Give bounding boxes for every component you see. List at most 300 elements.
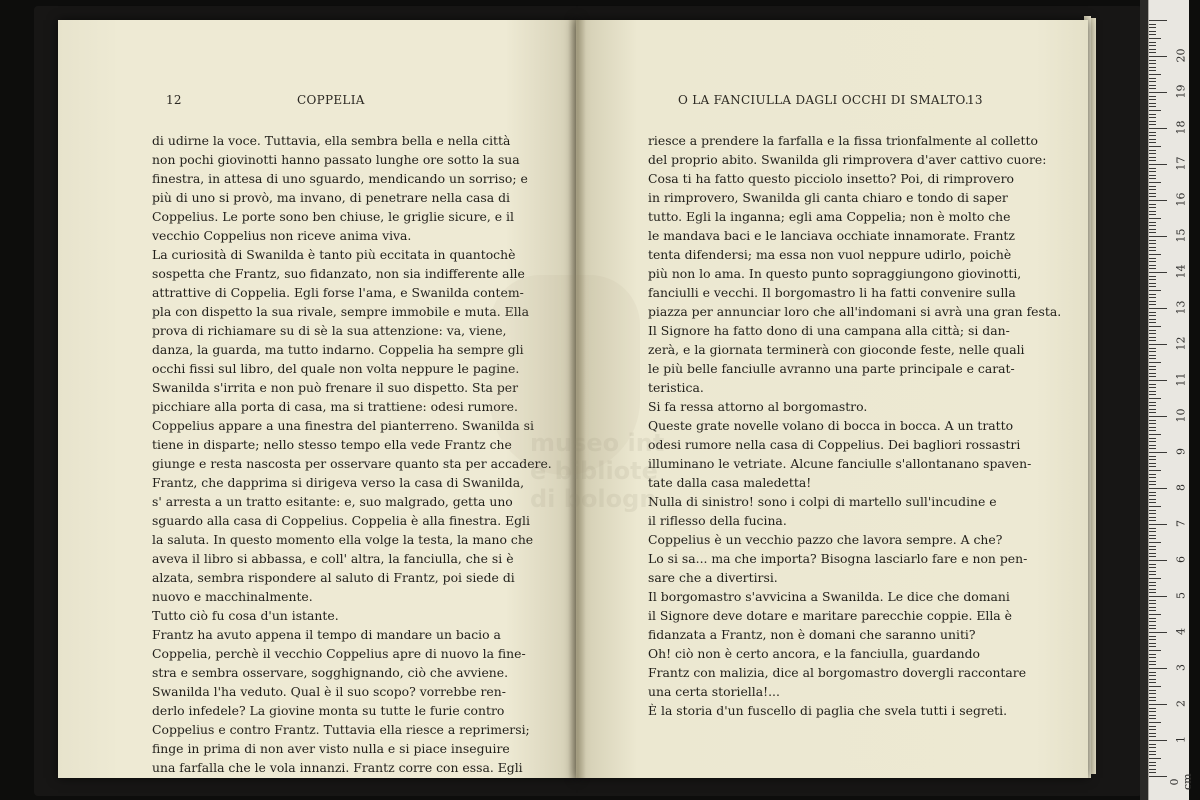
text-line: Il Signore ha fatto dono di una campana alla città; si dan- — [648, 323, 1010, 338]
ruler-tick — [1149, 394, 1156, 395]
right-page-number: 13 — [967, 93, 983, 107]
ruler-label: 13 — [1174, 300, 1188, 315]
ruler-tick — [1149, 704, 1167, 705]
left-running-head: COPPELIA — [297, 93, 365, 107]
ruler-tick — [1149, 589, 1156, 590]
text-line: odesi rumore nella casa di Coppelius. Dei bagliori rossastri — [648, 437, 1021, 452]
ruler-tick — [1149, 470, 1161, 471]
ruler-tick — [1149, 546, 1156, 547]
ruler-tick — [1149, 326, 1161, 327]
ruler-tick — [1149, 96, 1156, 97]
ruler-tick — [1149, 42, 1156, 43]
text-line: aveva il libro si abbassa, e coll' altra, la fanciulla, che si è — [152, 551, 514, 566]
ruler-tick — [1149, 27, 1156, 28]
ruler-tick — [1149, 607, 1156, 608]
ruler-tick — [1149, 715, 1156, 716]
ruler-tick — [1149, 297, 1156, 298]
ruler-label: 11 — [1174, 372, 1188, 387]
ruler-tick — [1149, 344, 1167, 345]
ruler-tick — [1149, 564, 1156, 565]
text-line: tutto. Egli la inganna; egli ama Coppelia; non è molto che — [648, 209, 1011, 224]
ruler-tick — [1149, 92, 1167, 93]
text-line: Lo si sa... ma che importa? Bisogna lasciarlo fare e non pen- — [648, 551, 1028, 566]
ruler-tick — [1149, 639, 1156, 640]
ruler-tick — [1149, 348, 1156, 349]
ruler-tick — [1149, 38, 1161, 39]
ruler-tick — [1149, 376, 1156, 377]
text-line: Nulla di sinistro! sono i colpi di martello sull'incudine e — [648, 494, 997, 509]
ruler-tick — [1149, 106, 1156, 107]
ruler-tick — [1149, 708, 1156, 709]
ruler-tick — [1149, 603, 1156, 604]
ruler-tick — [1149, 391, 1156, 392]
ruler-tick — [1149, 247, 1156, 248]
ruler-tick — [1149, 729, 1156, 730]
ruler-tick — [1149, 99, 1156, 100]
ruler-tick — [1149, 63, 1156, 64]
ruler-label: 9 — [1174, 448, 1188, 455]
text-line: la saluta. In questo momento ella volge la testa, la mano che — [152, 532, 534, 547]
ruler-tick — [1149, 103, 1156, 104]
ruler-tick — [1149, 193, 1156, 194]
ruler-tick — [1149, 294, 1156, 295]
ruler-tick — [1149, 751, 1156, 752]
ruler-tick — [1149, 24, 1156, 25]
ruler-tick — [1149, 20, 1167, 21]
ruler-tick — [1149, 74, 1161, 75]
ruler-tick — [1149, 171, 1156, 172]
ruler-tick — [1149, 358, 1156, 359]
text-line: Coppelius. Le porte sono ben chiuse, le griglie sicure, e il — [152, 209, 514, 224]
ruler-tick — [1149, 265, 1156, 266]
ruler-tick — [1149, 582, 1156, 583]
ruler-tick — [1149, 733, 1156, 734]
ruler-tick — [1149, 445, 1156, 446]
ruler-tick — [1149, 481, 1156, 482]
ruler-tick — [1149, 740, 1167, 741]
ruler-tick — [1149, 164, 1167, 165]
text-line: le più belle fanciulle avranno una parte principale e carat- — [648, 361, 1015, 376]
ruler-label: 1 — [1174, 736, 1188, 743]
ruler-tick — [1149, 585, 1156, 586]
ruler-tick — [1149, 675, 1156, 676]
text-line: tate dalla casa maledetta! — [648, 475, 812, 490]
ruler-tick — [1149, 776, 1167, 777]
ruler-label: 2 — [1174, 700, 1188, 707]
ruler-tick — [1149, 405, 1156, 406]
ruler-tick — [1149, 513, 1156, 514]
text-line: le mandava baci e le lanciava occhiate innamorate. Frantz — [648, 228, 1015, 243]
ruler-tick — [1149, 535, 1156, 536]
ruler-tick — [1149, 477, 1156, 478]
ruler-tick — [1149, 290, 1161, 291]
ruler-tick — [1149, 31, 1156, 32]
ruler-tick — [1149, 175, 1156, 176]
text-line: stra e sembra osservare, sogghignando, ciò che avviene. — [152, 665, 509, 680]
ruler-tick — [1149, 56, 1167, 57]
text-line: più non lo ama. In questo punto sopraggiungono giovinotti, — [648, 266, 1022, 281]
ruler-tick — [1149, 625, 1156, 626]
ruler-tick — [1149, 571, 1156, 572]
ruler-tick — [1149, 762, 1156, 763]
ruler-tick — [1149, 488, 1167, 489]
text-line: tiene in disparte; nello stesso tempo ella vede Frantz che — [152, 437, 512, 452]
text-line: tenta difendersi; ma essa non vuol neppure udirlo, poichè — [648, 247, 1012, 262]
ruler-tick — [1149, 578, 1161, 579]
ruler-tick — [1149, 592, 1156, 593]
ruler-tick — [1149, 135, 1156, 136]
ruler-tick — [1149, 711, 1156, 712]
ruler-tick — [1149, 49, 1156, 50]
text-line: del proprio abito. Swanilda gli rimprovera d'aver cattivo cuore: — [648, 152, 1047, 167]
ruler-tick — [1149, 679, 1156, 680]
ruler-tick — [1149, 499, 1156, 500]
ruler-tick — [1149, 337, 1156, 338]
text-line: Queste grate novelle volano di bocca in bocca. A un tratto — [648, 418, 1014, 433]
book-gutter — [568, 20, 586, 778]
ruler-tick — [1149, 182, 1161, 183]
text-line: riesce a prendere la farfalla e la fissa trionfalmente al colletto — [648, 133, 1038, 148]
text-line: zerà, e la giornata terminerà con gioconde feste, nelle quali — [648, 342, 1025, 357]
text-line: Il borgomastro s'avvicina a Swanilda. Le dice che domani — [648, 589, 1010, 604]
ruler-tick — [1149, 636, 1156, 637]
ruler-tick — [1149, 200, 1167, 201]
ruler-tick — [1149, 528, 1156, 529]
ruler-tick — [1149, 744, 1156, 745]
text-line: il Signore deve dotare e maritare parecchie coppie. Ella è — [648, 608, 1012, 623]
ruler-tick — [1149, 621, 1156, 622]
ruler-tick — [1149, 207, 1156, 208]
ruler-tick — [1149, 362, 1161, 363]
ruler-tick — [1149, 567, 1156, 568]
ruler-tick — [1149, 697, 1156, 698]
text-line: più di uno si provò, ma invano, di penetrare nella casa di — [152, 190, 511, 205]
ruler-label: 4 — [1174, 628, 1188, 635]
ruler-tick — [1149, 434, 1161, 435]
ruler-tick — [1149, 412, 1156, 413]
ruler-tick — [1149, 279, 1156, 280]
ruler-tick — [1149, 85, 1156, 86]
text-line: Tutto ciò fu cosa d'un istante. — [152, 608, 339, 623]
text-line: Frantz, che dapprima si dirigeva verso la casa di Swanilda, — [152, 475, 525, 490]
ruler-tick — [1149, 121, 1156, 122]
text-line: Coppelia, perchè il vecchio Coppelius apre di nuovo la fine- — [152, 646, 526, 661]
text-line: picchiare alla porta di casa, ma si trattiene: odesi rumore. — [152, 399, 518, 414]
text-line: Coppelius appare a una finestra del pianterreno. Swanilda si — [152, 418, 534, 433]
ruler-tick — [1149, 178, 1156, 179]
ruler-tick — [1149, 502, 1156, 503]
ruler-tick — [1149, 722, 1161, 723]
ruler-tick — [1149, 189, 1156, 190]
text-line: una certa storiella!... — [648, 684, 780, 699]
text-line: sguardo alla casa di Coppelius. Coppelia è alla finestra. Egli — [152, 513, 530, 528]
text-line: danza, la guarda, ma tutto indarno. Coppelia ha sempre gli — [152, 342, 524, 357]
ruler-tick — [1149, 117, 1156, 118]
left-page-text — [152, 131, 552, 777]
ruler-label: 19 — [1174, 84, 1188, 99]
ruler-tick — [1149, 427, 1156, 428]
right-page-text — [648, 131, 1062, 720]
ruler-tick — [1149, 754, 1156, 755]
ruler-tick — [1149, 168, 1156, 169]
text-line: finestra, in attesa di uno sguardo, mendicando un sorriso; e — [152, 171, 528, 186]
ruler-tick — [1149, 186, 1156, 187]
ruler-tick — [1149, 272, 1167, 273]
ruler-tick — [1149, 114, 1156, 115]
ruler-tick — [1149, 409, 1156, 410]
ruler-tick — [1149, 340, 1156, 341]
ruler-tick — [1149, 88, 1156, 89]
text-line: nuovo e macchinalmente. — [152, 589, 313, 604]
ruler-tick — [1149, 736, 1156, 737]
ruler-tick — [1149, 506, 1161, 507]
ruler-label: 16 — [1174, 192, 1188, 207]
ruler-tick — [1149, 492, 1156, 493]
left-page-number: 12 — [166, 93, 182, 107]
ruler-tick — [1149, 693, 1156, 694]
ruler-tick — [1149, 441, 1156, 442]
ruler-tick — [1149, 456, 1156, 457]
ruler-label: 17 — [1174, 156, 1188, 171]
ruler-tick — [1149, 726, 1156, 727]
text-line: sospetta che Frantz, suo fidanzato, non sia indifferente alle — [152, 266, 525, 281]
ruler-label: 6 — [1174, 556, 1188, 563]
ruler-label: 14 — [1174, 264, 1188, 279]
ruler-tick — [1149, 315, 1156, 316]
text-line: in rimprovero, Swanilda gli canta chiaro e tondo di saper — [648, 190, 1008, 205]
ruler-tick — [1149, 369, 1156, 370]
text-line: La curiosità di Swanilda è tanto più eccitata in quantochè — [152, 247, 516, 262]
ruler-tick — [1149, 448, 1156, 449]
text-line: attrattive di Coppelia. Egli forse l'ama, e Swanilda contem- — [152, 285, 524, 300]
text-line: prova di richiamare su di sè la sua attenzione: va, viene, — [152, 323, 507, 338]
ruler-tick — [1149, 618, 1156, 619]
text-line: Cosa ti ha fatto questo picciolo insetto? Poi, di rimprovero — [648, 171, 1014, 186]
ruler-tick — [1149, 128, 1167, 129]
ruler-label: 20 — [1174, 48, 1188, 63]
ruler-tick — [1149, 268, 1156, 269]
ruler-tick — [1149, 312, 1156, 313]
ruler-tick — [1149, 686, 1161, 687]
ruler-tick — [1149, 308, 1167, 309]
ruler-tick — [1149, 643, 1156, 644]
ruler-tick — [1149, 614, 1161, 615]
ruler-tick — [1149, 632, 1167, 633]
ruler-tick — [1149, 254, 1161, 255]
ruler-tick — [1149, 373, 1156, 374]
ruler-tick — [1149, 520, 1156, 521]
text-line: Oh! ciò non è certo ancora, e la fanciulla, guardando — [648, 646, 981, 661]
ruler-tick — [1149, 380, 1167, 381]
ruler-tick — [1149, 52, 1156, 53]
ruler-tick — [1149, 542, 1161, 543]
ruler-tick — [1149, 78, 1156, 79]
page-edges-back — [1091, 18, 1096, 774]
text-line: finge in prima di non aver visto nulla e si piace inseguire — [152, 741, 510, 756]
text-line: Coppelius e contro Frantz. Tuttavia ella riesce a reprimersi; — [152, 722, 530, 737]
ruler-tick — [1149, 232, 1156, 233]
text-line: sare che a divertirsi. — [648, 570, 778, 585]
ruler-tick — [1149, 600, 1156, 601]
ruler-tick — [1149, 769, 1156, 770]
ruler-tick — [1149, 240, 1156, 241]
text-line: piazza per annunciar loro che all'indomani si avrà una gran festa. — [648, 304, 1062, 319]
ruler-tick — [1149, 81, 1156, 82]
ruler-tick — [1149, 758, 1161, 759]
ruler-tick — [1149, 222, 1156, 223]
text-line: Coppelius è un vecchio pazzo che lavora sempre. A che? — [648, 532, 1003, 547]
ruler-tick — [1149, 650, 1161, 651]
measurement-ruler — [1148, 0, 1194, 800]
text-line: una farfalla che le vola innanzi. Frantz corre con essa. Egli — [152, 760, 523, 775]
ruler-tick — [1149, 452, 1167, 453]
ruler-label: 0 cm — [1168, 773, 1194, 790]
ruler-tick — [1149, 142, 1156, 143]
ruler-tick — [1149, 387, 1156, 388]
ruler-tick — [1149, 150, 1156, 151]
text-line: giunge e resta nascosta per osservare quanto sta per accadere. — [152, 456, 552, 471]
ruler-tick — [1149, 229, 1156, 230]
ruler-tick — [1149, 132, 1156, 133]
text-line: s' arresta a un tratto esitante: e, suo malgrado, getta uno — [152, 494, 513, 509]
ruler-tick — [1149, 495, 1156, 496]
ruler-tick — [1149, 463, 1156, 464]
text-line: il riflesso della fucina. — [648, 513, 787, 528]
ruler-tick — [1149, 301, 1156, 302]
ruler-tick — [1149, 283, 1156, 284]
ruler-tick — [1149, 466, 1156, 467]
ruler-tick — [1149, 70, 1156, 71]
text-line: derlo infedele? La giovine monta su tutte le furie contro — [152, 703, 505, 718]
text-line: Si fa ressa attorno al borgomastro. — [648, 399, 868, 414]
ruler-label: 15 — [1174, 228, 1188, 243]
ruler-tick — [1149, 304, 1156, 305]
ruler-tick — [1149, 549, 1156, 550]
ruler-tick — [1149, 524, 1167, 525]
ruler-tick — [1149, 560, 1167, 561]
ruler-tick — [1149, 146, 1161, 147]
ruler-tick — [1149, 772, 1156, 773]
ruler-tick — [1149, 153, 1156, 154]
ruler-shadow — [1140, 0, 1148, 800]
ruler-tick — [1149, 157, 1156, 158]
ruler-tick — [1149, 474, 1156, 475]
text-line: alzata, sembra rispondere al saluto di Frantz, poi siede di — [152, 570, 515, 585]
ruler-tick — [1149, 384, 1156, 385]
ruler-tick — [1149, 110, 1161, 111]
ruler-tick — [1149, 510, 1156, 511]
ruler-tick — [1149, 330, 1156, 331]
text-line: Frantz ha avuto appena il tempo di mandare un bacio a — [152, 627, 501, 642]
ruler-tick — [1149, 402, 1156, 403]
ruler-tick — [1149, 700, 1156, 701]
ruler-tick — [1149, 250, 1156, 251]
ruler-tick — [1149, 139, 1156, 140]
ruler-tick — [1149, 204, 1156, 205]
ruler-tick — [1149, 423, 1156, 424]
text-line: pla con dispetto la sua rivale, sempre immobile e muta. Ella — [152, 304, 530, 319]
ruler-tick — [1149, 243, 1156, 244]
ruler-tick — [1149, 160, 1156, 161]
ruler-tick — [1149, 420, 1156, 421]
ruler-tick — [1149, 517, 1156, 518]
ruler-tick — [1149, 596, 1167, 597]
ruler-label: 12 — [1174, 336, 1188, 351]
ruler-tick — [1149, 34, 1156, 35]
ruler-tick — [1149, 438, 1156, 439]
ruler-tick — [1149, 531, 1156, 532]
ruler-tick — [1149, 416, 1167, 417]
ruler-tick — [1149, 45, 1156, 46]
ruler-tick — [1149, 258, 1156, 259]
text-line: teristica. — [648, 380, 704, 395]
ruler-label: 7 — [1174, 520, 1188, 527]
ruler-tick — [1149, 628, 1156, 629]
ruler-tick — [1149, 211, 1156, 212]
ruler-tick — [1149, 672, 1156, 673]
ruler-tick — [1149, 398, 1161, 399]
text-line: fidanzata a Frantz, non è domani che saranno uniti? — [648, 627, 976, 642]
ruler-tick — [1149, 333, 1156, 334]
text-line: Swanilda s'irrita e non può frenare il suo dispetto. Sta per — [152, 380, 519, 395]
text-line: non pochi giovinotti hanno passato lunghe ore sotto la sua — [152, 152, 520, 167]
ruler-tick — [1149, 236, 1167, 237]
ruler-tick — [1149, 610, 1156, 611]
ruler-tick — [1149, 430, 1156, 431]
right-running-head: O LA FANCIULLA DAGLI OCCHI DI SMALTO. — [678, 93, 970, 107]
ruler-tick — [1149, 319, 1156, 320]
ruler-tick — [1149, 214, 1156, 215]
ruler-tick — [1149, 355, 1156, 356]
ruler-tick — [1149, 286, 1156, 287]
ruler-label: 5 — [1174, 592, 1188, 599]
text-line: Swanilda l'ha veduto. Qual è il suo scopo? vorrebbe ren- — [152, 684, 506, 699]
ruler-tick — [1149, 60, 1156, 61]
ruler-tick — [1149, 351, 1156, 352]
ruler-tick — [1149, 661, 1156, 662]
ruler-tick — [1149, 322, 1156, 323]
ruler-tick — [1149, 484, 1156, 485]
ruler-tick — [1149, 574, 1156, 575]
ruler-label: 8 — [1174, 484, 1188, 491]
ruler-tick — [1149, 664, 1156, 665]
text-line: fanciulli e vecchi. Il borgomastro li ha fatti convenire sulla — [648, 285, 1016, 300]
ruler-tick — [1149, 718, 1156, 719]
ruler-tick — [1149, 668, 1167, 669]
ruler-label: 10 — [1174, 408, 1188, 423]
ruler-tick — [1149, 124, 1156, 125]
ruler-tick — [1149, 646, 1156, 647]
ruler-tick — [1149, 366, 1156, 367]
ruler-tick — [1149, 553, 1156, 554]
text-line: di udirne la voce. Tuttavia, ella sembra bella e nella città — [152, 133, 511, 148]
text-line: illuminano le vetriate. Alcune fanciulle s'allontanano spaven- — [648, 456, 1032, 471]
ruler-tick — [1149, 196, 1156, 197]
ruler-label: 3 — [1174, 664, 1188, 671]
text-line: occhi fissi sul libro, del quale non volta neppure le pagine. — [152, 361, 520, 376]
text-line: È la storia d'un fuscello di paglia che svela tutti i segreti. — [648, 703, 1008, 718]
text-line: vecchio Coppelius non riceve anima viva. — [152, 228, 412, 243]
ruler-tick — [1149, 682, 1156, 683]
ruler-tick — [1149, 765, 1156, 766]
ruler-tick — [1149, 218, 1161, 219]
ruler-tick — [1149, 747, 1156, 748]
ruler-tick — [1149, 67, 1156, 68]
ruler-tick — [1149, 225, 1156, 226]
text-line: Frantz con malizia, dice al borgomastro dovergli raccontare — [648, 665, 1027, 680]
ruler-tick — [1149, 657, 1156, 658]
ruler-tick — [1149, 538, 1156, 539]
